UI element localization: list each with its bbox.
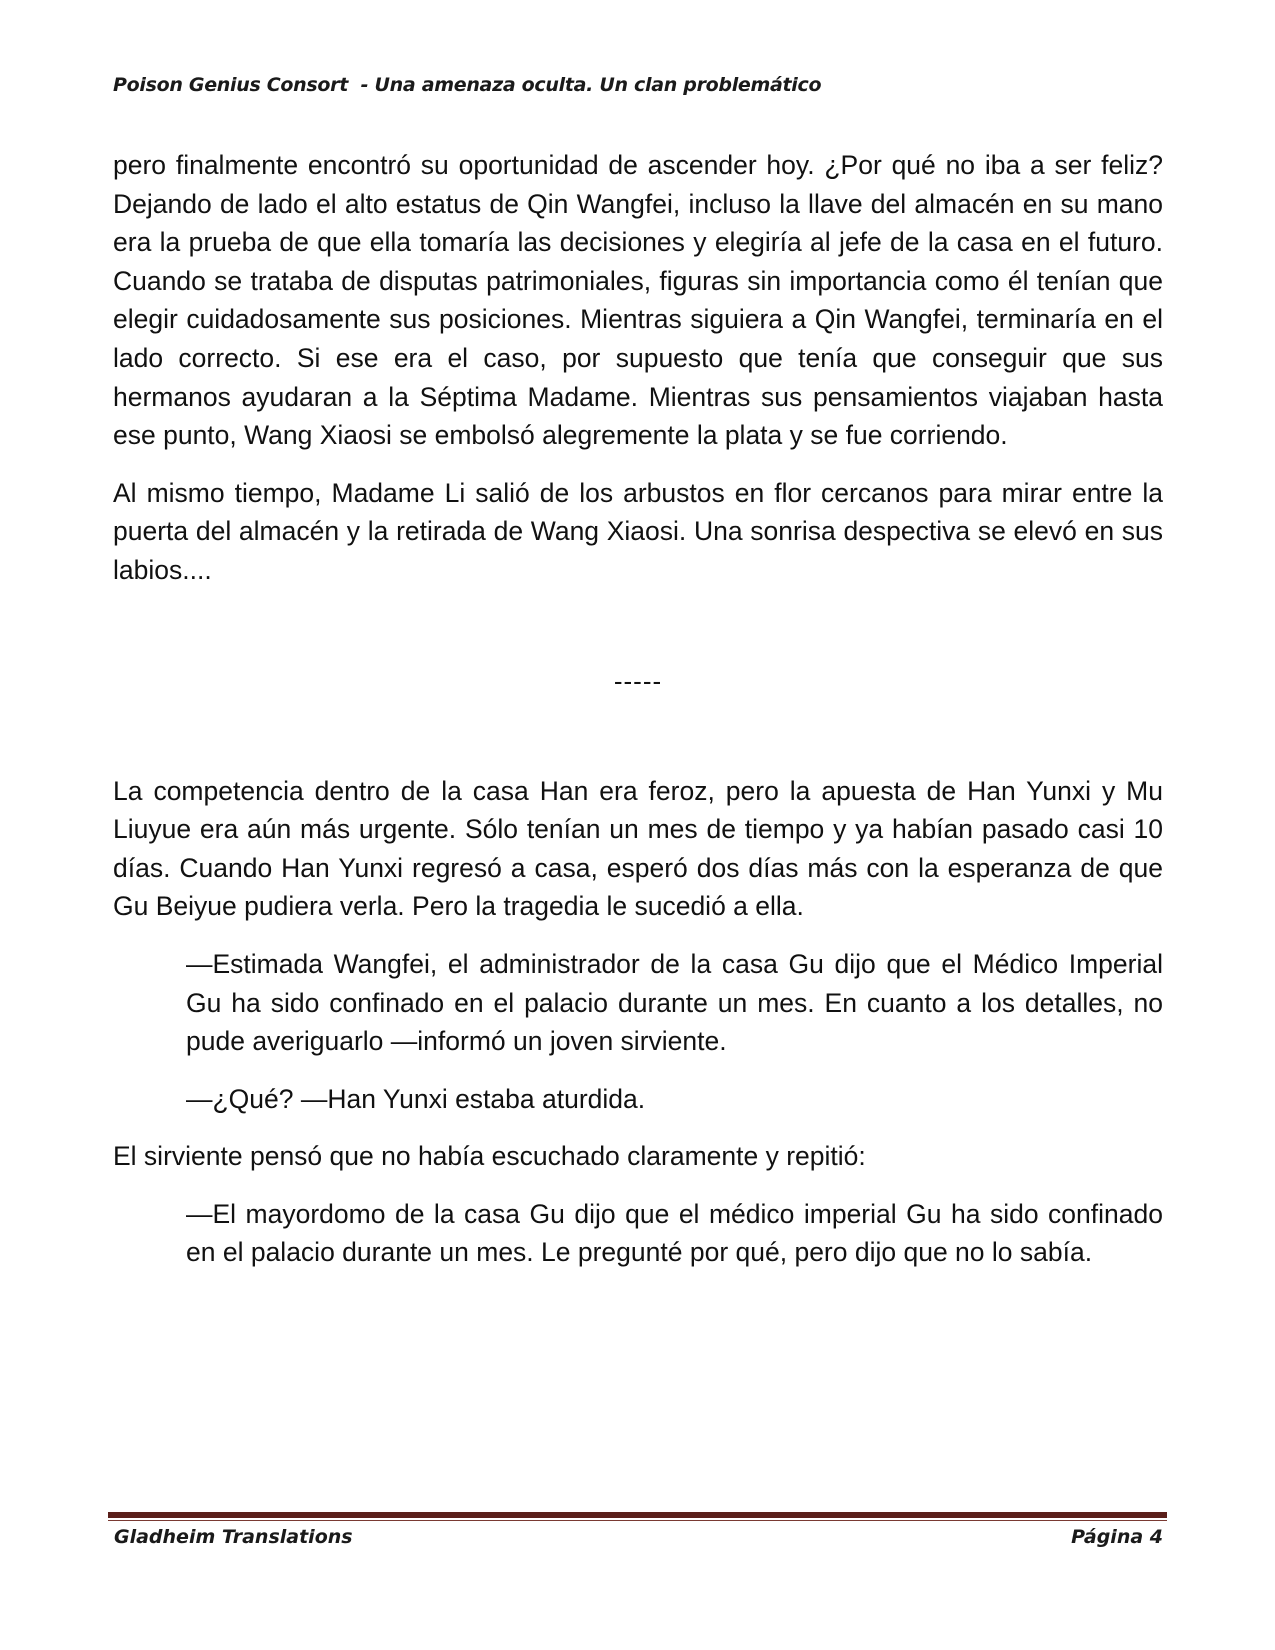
- dialogue-2: —¿Qué? —Han Yunxi estaba aturdida.: [186, 1083, 646, 1114]
- dialogue-3: —El mayordomo de la casa Gu dijo que el médico imperial Gu ha sido confinado en el palacio durante un mes. Le pregunté por qué, pero dijo que no lo sabía.: [186, 1198, 1163, 1268]
- paragraph-1: pero finalmente encontró su oportunidad de ascender hoy. ¿Por qué no iba a ser feliz? Dejando de lado el alto estatus de Qin Wangfei, incluso la llave del almacén en su mano era la prueba de que ella tomaría las decisiones y elegiría al jefe de la casa en el futuro. Cuando se trataba de disputas patrimoniales, figuras sin importancia como él tenían que elegir cuidadosamente sus posiciones. Mientras siguiera a Qin Wangfei, terminaría en el lado correcto. Si ese era el caso, por supuesto que tenía que conseguir que sus hermanos ayudaran a la Séptima Madame. Mientras sus pensamientos viajaban hasta ese punto, Wang Xiaosi se embolsó alegremente la plata y se fue corriendo.: [113, 150, 1163, 451]
- page-header-title: Poison Genius Consort - Una amenaza oculta. Un clan problemático: [113, 74, 822, 96]
- paragraph-4: El sirviente pensó que no había escuchado claramente y repitió:: [113, 1141, 866, 1172]
- section-separator: -----: [613, 665, 663, 696]
- paragraph-2: Al mismo tiempo, Madame Li salió de los arbustos en flor cercanos para mirar entre la puerta del almacén y la retirada de Wang Xiaosi. Una sonrisa despectiva se elevó en sus labios....: [113, 477, 1163, 585]
- footer-page-number: Página 4: [1071, 1526, 1163, 1548]
- dialogue-1: —Estimada Wangfei, el administrador de la casa Gu dijo que el Médico Imperial Gu ha sido confinado en el palacio durante un mes. En cuanto a los detalles, no pude averiguarlo —informó un joven sirviente.: [186, 948, 1163, 1057]
- document-body: [113, 146, 1163, 1291]
- paragraph-3: La competencia dentro de la casa Han era feroz, pero la apuesta de Han Yunxi y Mu Liuyue era aún más urgente. Sólo tenían un mes de tiempo y ya habían pasado casi 10 días. Cuando Han Yunxi regresó a casa, esperó dos días más con la esperanza de que Gu Beiyue pudiera verla. Pero la tragedia le sucedió a ella.: [113, 775, 1163, 922]
- footer-rule-thin: [108, 1520, 1167, 1521]
- footer-publisher: Gladheim Translations: [114, 1526, 353, 1548]
- footer-rule: [108, 1512, 1167, 1518]
